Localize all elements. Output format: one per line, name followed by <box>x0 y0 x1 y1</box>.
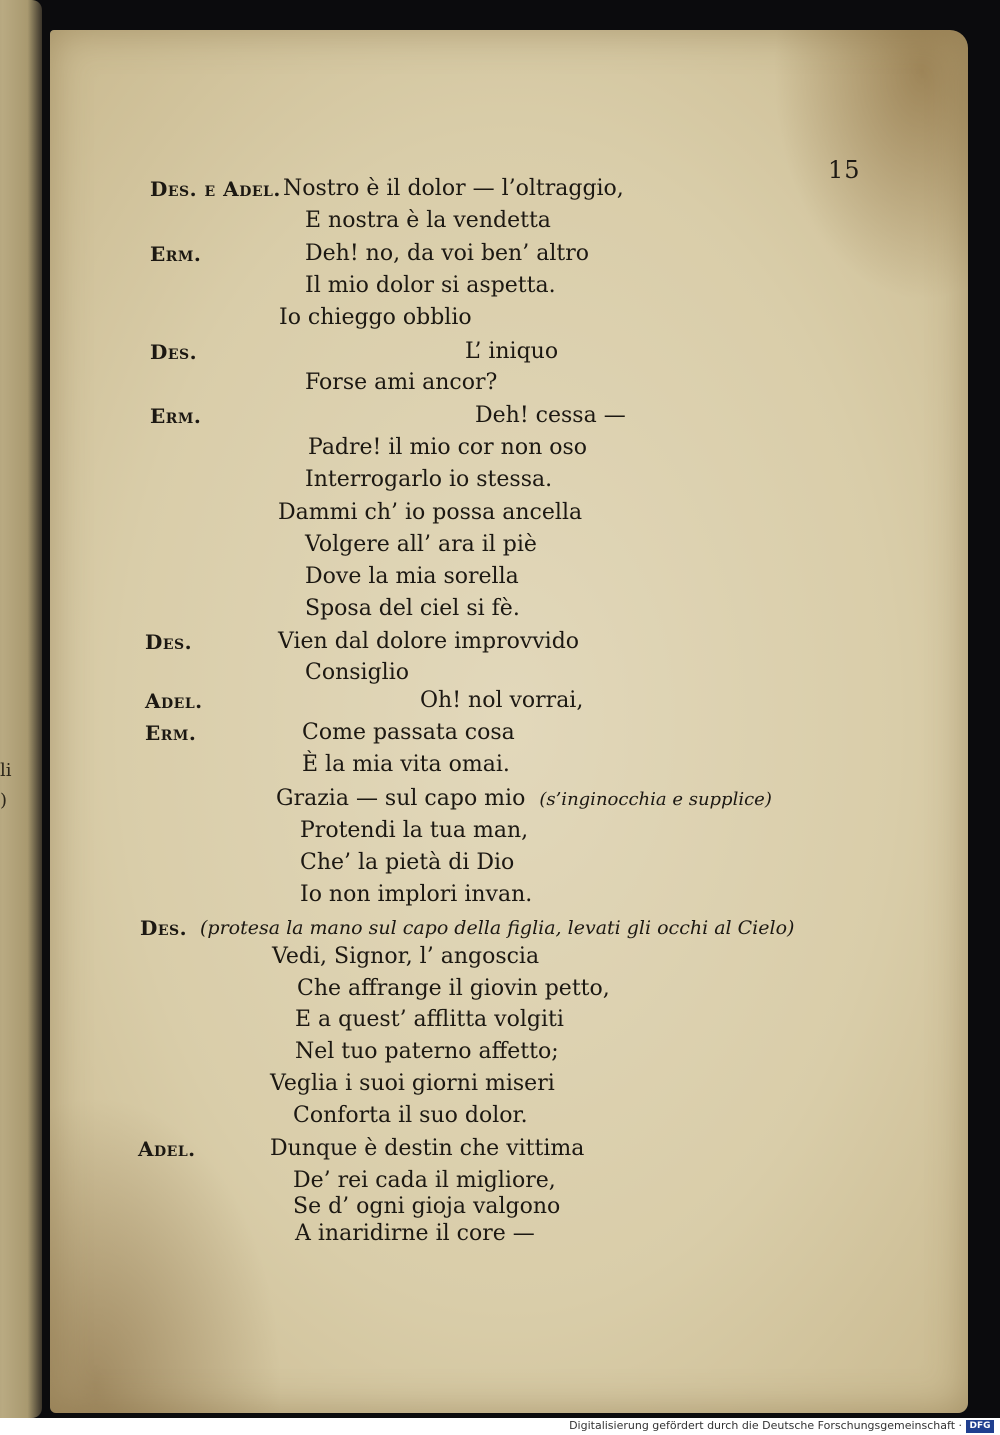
verse-line <box>295 1220 535 1248</box>
verse-line <box>475 402 626 430</box>
verse-line <box>200 914 794 942</box>
page-number: 15 <box>828 156 861 184</box>
verse-text: Nostro è il dolor — l’oltraggio, <box>283 176 624 201</box>
verse-line <box>300 849 514 877</box>
verse-line <box>295 1038 559 1066</box>
verse-text: Io non implori invan. <box>300 882 533 907</box>
verse-text: Sposa del ciel si fè. <box>305 596 520 621</box>
verse-text: Se d’ ogni gioja valgono <box>293 1194 561 1219</box>
verse-text: Dammi ch’ io possa ancella <box>278 500 583 525</box>
footer-bar <box>0 1418 1000 1435</box>
verse-text: Oh! nol vorrai, <box>420 688 584 713</box>
verse-line <box>270 1070 555 1098</box>
verse-text: Nel tuo paterno affetto; <box>295 1039 559 1064</box>
previous-page-fragment: li <box>0 760 12 781</box>
speaker-label: Des. e Adel. <box>150 177 281 201</box>
verse-text: Dunque è destin che vittima <box>270 1136 585 1161</box>
verse-line <box>283 175 624 203</box>
speaker-label: Des. <box>150 340 198 364</box>
verse-line <box>300 881 532 909</box>
verse-line <box>272 943 539 971</box>
verse-line <box>293 1102 528 1130</box>
stage-direction: (protesa la mano sul capo della figlia, levati gli occhi al Cielo) <box>200 917 795 939</box>
verse-text: E a quest’ afflitta volgiti <box>295 1007 564 1032</box>
verse-line <box>276 785 772 814</box>
stage-direction: (s’inginocchia e supplice) <box>539 789 772 810</box>
verse-text: L’ iniquo <box>465 339 559 364</box>
verse-text: E nostra è la vendetta <box>305 208 551 233</box>
verse-line <box>305 369 497 397</box>
dfg-logo-icon: DFG <box>966 1420 994 1433</box>
verse-text: Volgere all’ ara il piè <box>305 532 537 557</box>
verse-text: Il mio dolor si aspetta. <box>305 273 556 298</box>
speaker-label: Des. <box>140 916 188 940</box>
speaker-label: Erm. <box>150 242 202 266</box>
verse-line <box>297 975 610 1003</box>
verse-line <box>308 434 587 462</box>
previous-page-fragment: ) <box>0 790 8 811</box>
verse-line <box>302 751 510 779</box>
speaker-label: Adel. <box>145 689 203 713</box>
verse-text: Vien dal dolore improvvido <box>278 629 580 654</box>
speaker-label: Des. <box>145 630 193 654</box>
speaker-label: Adel. <box>138 1137 196 1161</box>
speaker-label: Erm. <box>150 404 202 428</box>
funding-notice: Digitalisierung gefördert durch die Deutsche Forschungsgemeinschaft · <box>569 1419 962 1432</box>
verse-text: Che’ la pietà di Dio <box>300 850 515 875</box>
verse-line <box>305 207 551 235</box>
verse-line <box>295 1006 564 1034</box>
verse-text: Dove la mia sorella <box>305 564 519 589</box>
verse-line <box>278 499 582 527</box>
verse-text: Forse ami ancor? <box>305 370 498 395</box>
verse-text: Padre! il mio cor non oso <box>308 435 588 460</box>
verse-line <box>305 595 520 623</box>
verse-line <box>305 466 552 494</box>
verse-line <box>293 1167 556 1195</box>
verse-text: Grazia — sul capo mio <box>276 786 526 811</box>
verse-text: Deh! cessa — <box>475 403 626 428</box>
book-page <box>50 30 968 1413</box>
speaker-label: Erm. <box>145 721 197 745</box>
verse-line <box>305 272 556 300</box>
verse-text: Vedi, Signor, l’ angoscia <box>272 944 540 969</box>
verse-text: Veglia i suoi giorni miseri <box>270 1071 555 1096</box>
verse-line <box>278 628 579 656</box>
verse-line <box>270 1135 584 1163</box>
verse-text: Conforta il suo dolor. <box>293 1103 528 1128</box>
verse-line <box>305 659 409 687</box>
verse-text: De’ rei cada il migliore, <box>293 1168 556 1193</box>
verse-text: Deh! no, da voi ben’ altro <box>305 241 589 266</box>
verse-text: Io chieggo obblio <box>279 305 472 330</box>
verse-text: Come passata cosa <box>302 720 515 745</box>
previous-page-edge <box>0 0 42 1418</box>
verse-text: Protendi la tua man, <box>300 818 529 843</box>
verse-line <box>302 719 515 747</box>
verse-line <box>293 1193 560 1221</box>
verse-line <box>300 817 528 845</box>
verse-line <box>420 687 583 715</box>
verse-line <box>305 563 519 591</box>
verse-text: È la mia vita omai. <box>302 752 510 777</box>
verse-line <box>465 338 558 366</box>
verse-line <box>279 304 472 332</box>
verse-text: Consiglio <box>305 660 409 685</box>
verse-line <box>305 240 589 268</box>
verse-text: Interrogarlo io stessa. <box>305 467 553 492</box>
verse-text: A inaridirne il core — <box>295 1221 535 1246</box>
verse-line <box>305 531 537 559</box>
verse-text: Che affrange il giovin petto, <box>297 976 610 1001</box>
